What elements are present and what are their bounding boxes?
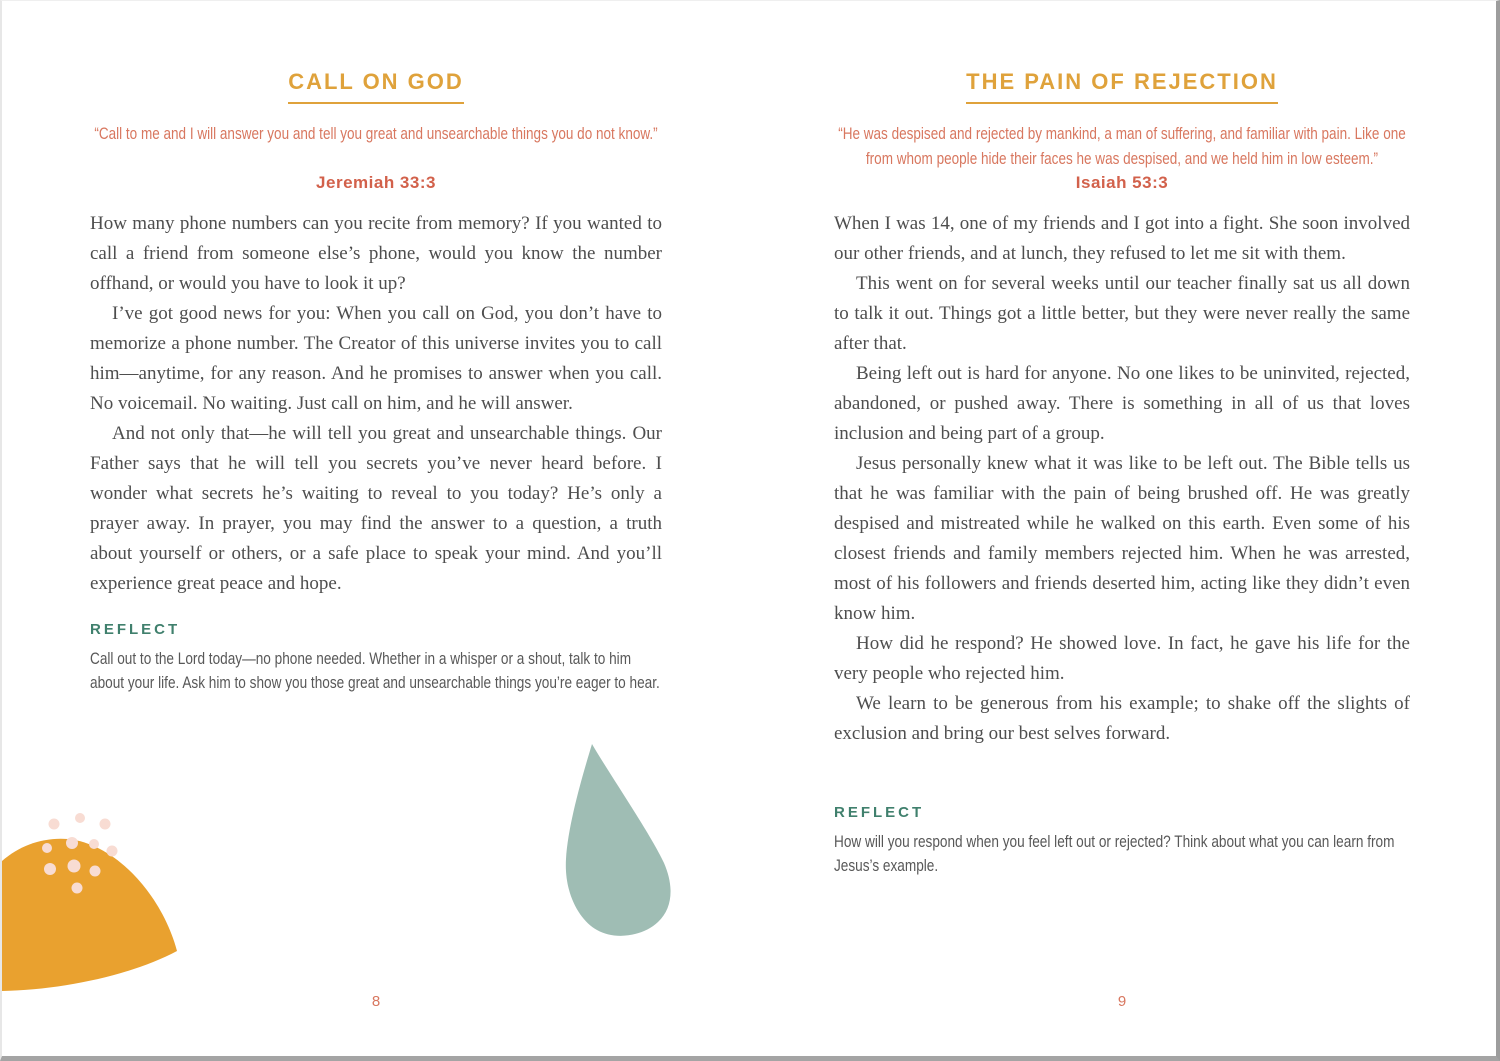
left-paragraph: How many phone numbers can you recite from memory? If you wanted to call a friend from someone else’s phone, would you know the number offhand, or would you have to look it up? [90, 213, 662, 294]
right-paragraph: We learn to be generous from his example; to shake off the slights of exclusion and bring our best selves forward. [834, 693, 1410, 744]
left-body-text [90, 209, 662, 599]
left-paragraph: And not only that—he will tell you great and unsearchable things. Our Father says that he will tell you secrets you’ve never heard before. I wonder what secrets he’s waiting to reveal to you today? He’s only a prayer away. In prayer, you may find the answer to a question, a truth about yourself or others, or a safe place to speak your mind. And you’ll experience great peace and hope. [90, 423, 662, 594]
left-title-wrap [90, 69, 662, 104]
right-paragraph: How did he respond? He showed love. In fact, he gave his life for the very people who rejected him. [834, 633, 1410, 684]
right-paragraph: This went on for several weeks until our teacher finally sat us all down to talk it out. Things got a little better, but they were never really the same after that. [834, 273, 1410, 354]
left-scripture-quote: “Call to me and I will answer you and tell you great and unsearchable things you do not know.” [94, 125, 658, 143]
right-page-number: 9 [1117, 993, 1127, 1010]
right-reflect-text: How will you respond when you feel left out or rejected? Think about what you can learn from Jesus’s example. [834, 833, 1395, 875]
right-body-text [834, 209, 1410, 749]
left-reflect-heading: REFLECT [90, 621, 181, 638]
left-reflect-text: Call out to the Lord today—no phone needed. Whether in a whisper or a shout, talk to him about your life. Ask him to show you those great and unsearchable things you’re eager to hear. [90, 650, 660, 692]
right-paragraph: Jesus personally knew what it was like to be left out. The Bible tells us that he was familiar with the pain of being brushed off. He was greatly despised and mistreated while he walked on this earth. Even some of his closest friends and family members rejected him. When he was arrested, most of his followers and friends deserted him, acting like they didn’t even know him. [834, 453, 1410, 624]
right-reflect-section [834, 804, 1410, 878]
right-page-title: THE PAIN OF REJECTION [966, 69, 1278, 104]
right-title-wrap [834, 69, 1410, 104]
left-reflect-section [90, 621, 662, 695]
right-scripture-quote: “He was despised and rejected by mankind, a man of suffering, and familiar with pain. Like one from whom people hide their faces he was despised, and we held him in low esteem.” [838, 125, 1406, 168]
right-paragraph: When I was 14, one of my friends and I got into a fight. She soon involved our other friends, and at lunch, they refused to let me sit with them. [834, 213, 1410, 264]
left-paragraph: I’ve got good news for you: When you call on God, you don’t have to memorize a phone number. The Creator of this universe invites you to call him—anytime, for any reason. And he promises to answer when you call. No voicemail. No waiting. Just call on him, and he will answer. [90, 303, 662, 414]
right-reflect-heading: REFLECT [834, 804, 925, 821]
left-scripture-reference: Jeremiah 33:3 [316, 173, 436, 192]
right-paragraph: Being left out is hard for anyone. No one likes to be uninvited, rejected, abandoned, or pushed away. There is something in all of us that loves inclusion and being part of a group. [834, 363, 1410, 444]
left-page-number: 8 [371, 993, 381, 1010]
right-page [834, 1, 1410, 1056]
left-page-title: CALL ON GOD [288, 69, 464, 104]
right-scripture-reference: Isaiah 53:3 [1075, 173, 1169, 192]
left-page [90, 1, 662, 1056]
